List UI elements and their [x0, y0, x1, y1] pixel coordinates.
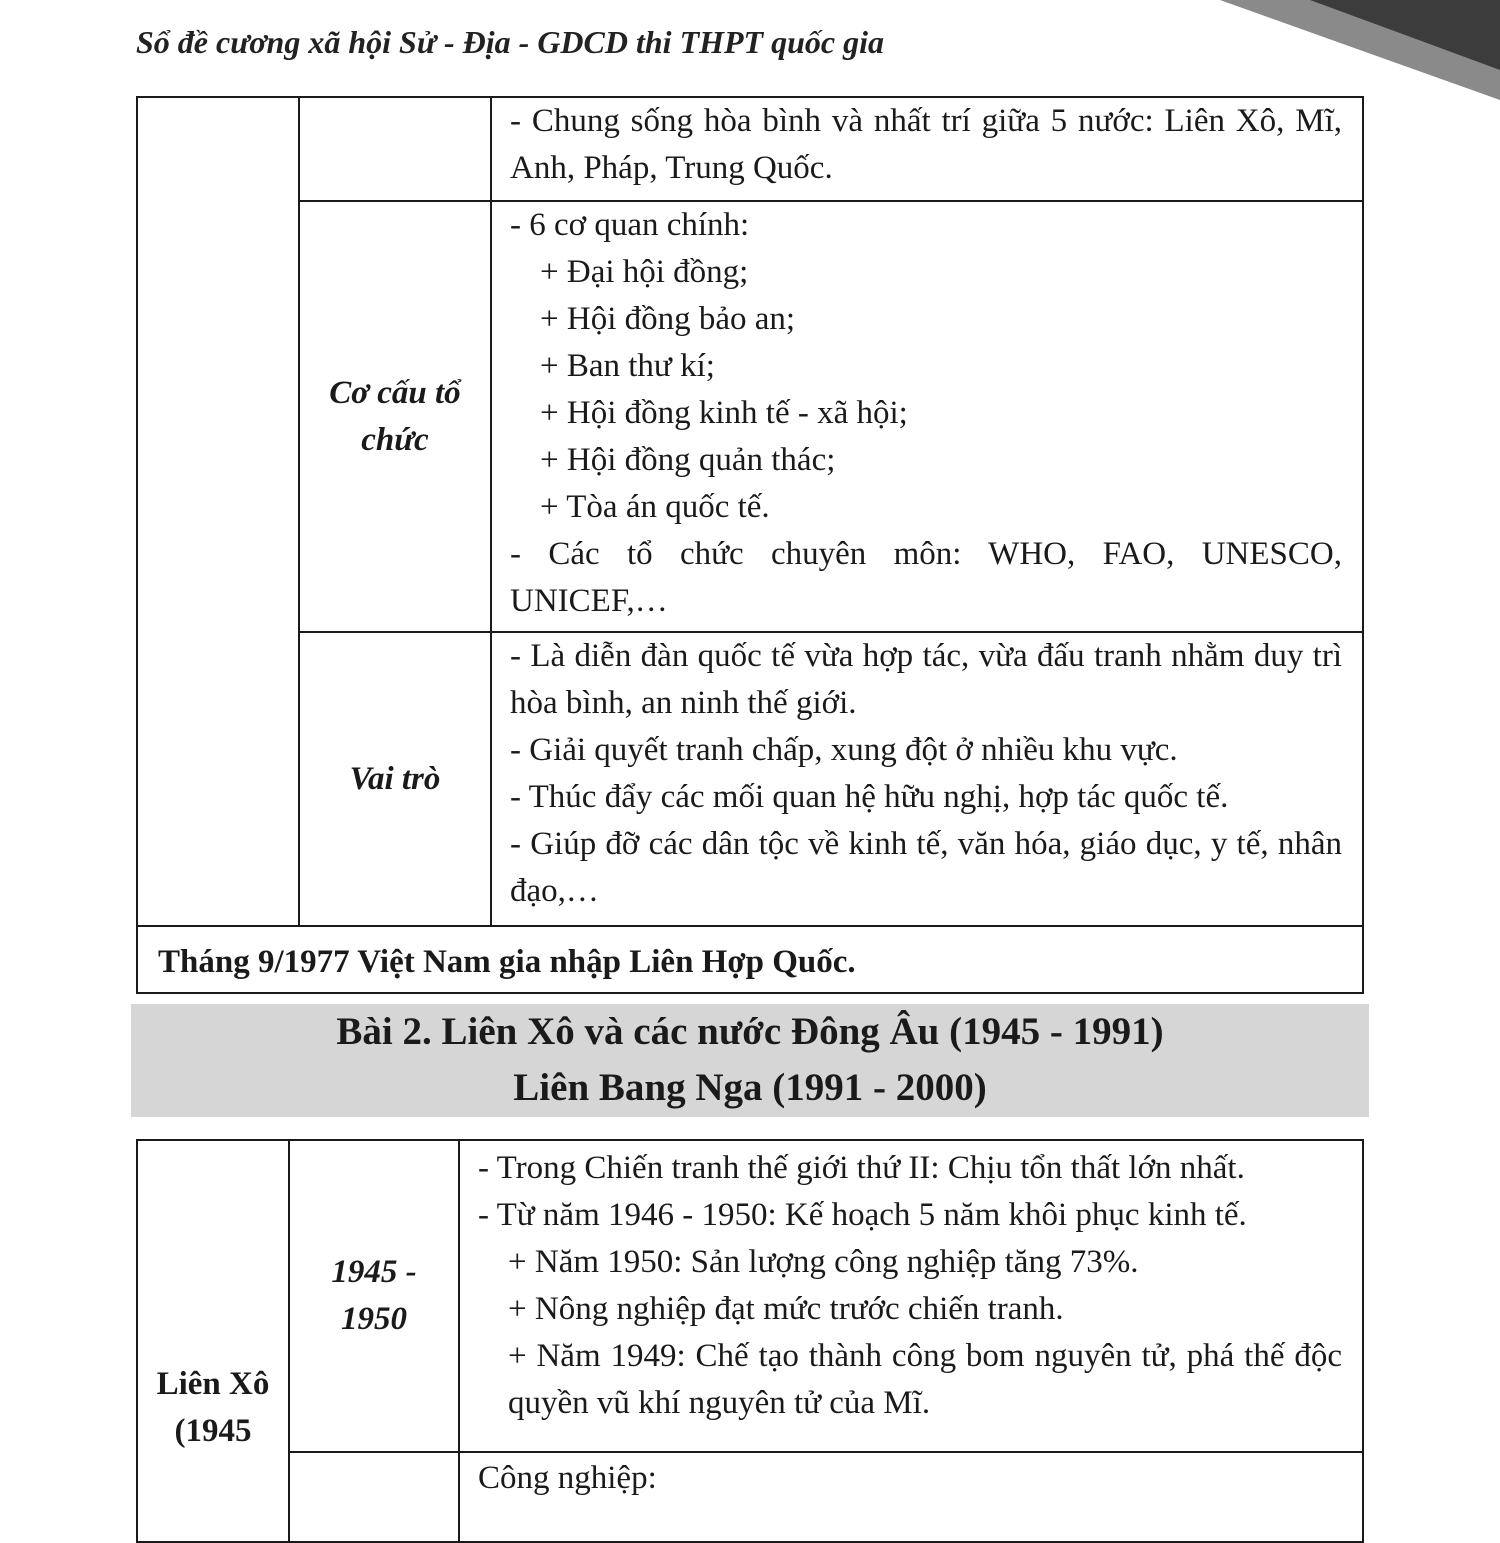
period-next-cell [459, 1452, 1363, 1542]
structure-subitem: + Ban thư kí; [540, 348, 715, 384]
structure-label: Cơ cấu tổ chức [299, 201, 491, 632]
role-line: - Giải quyết tranh chấp, xung đột ở nhiều khu vực. [510, 732, 1178, 768]
empty-left-cell [137, 97, 299, 926]
period-label-1945-1950: 1945 - 1950 [289, 1140, 459, 1452]
period-subitem: + Năm 1949: Chế tạo thành công bom nguyên tử, phá thế độc quyền vũ khí nguyên tử của Mĩ. [508, 1338, 1342, 1421]
period-1945-1950-cell [459, 1140, 1363, 1452]
role-line: - Giúp đỡ các dân tộc về kinh tế, văn hóa, giáo dục, y tế, nhân đạo,… [510, 826, 1342, 909]
principle-line: - Chung sống hòa bình và nhất trí giữa 5 nước: Liên Xô, Mĩ, Anh, Pháp, Trung Quốc. [510, 103, 1342, 186]
structure-subitem: + Tòa án quốc tế. [540, 489, 770, 525]
lesson-title-banner [131, 1004, 1369, 1117]
table-row [137, 926, 1363, 993]
period-subitem: + Năm 1950: Sản lượng công nghiệp tăng 73%. [508, 1244, 1139, 1280]
running-header: Sổ đề cương xã hội Sử - Địa - GDCD thi THPT quốc gia [136, 24, 884, 60]
vietnam-join-note: Tháng 9/1977 Việt Nam gia nhập Liên Hợp Quốc. [137, 926, 1363, 993]
table-soviet-union [136, 1139, 1364, 1543]
table-row [137, 632, 1363, 926]
role-line: - Thúc đẩy các mối quan hệ hữu nghị, hợp tác quốc tế. [510, 779, 1229, 815]
period-line: - Trong Chiến tranh thế giới thứ II: Chịu tổn thất lớn nhất. [478, 1150, 1245, 1186]
table-un-structure [136, 96, 1364, 994]
period-subitem: + Nông nghiệp đạt mức trước chiến tranh. [508, 1291, 1064, 1327]
table-row [137, 97, 1363, 201]
country-label: Liên Xô (1945 [156, 1366, 270, 1449]
table-row [137, 201, 1363, 632]
country-label-cell [137, 1140, 289, 1542]
period-label-next [289, 1452, 459, 1542]
structure-subitem: + Hội đồng bảo an; [540, 301, 796, 337]
structure-outro: - Các tổ chức chuyên môn: WHO, FAO, UNESCO, UNICEF,… [510, 536, 1342, 619]
structure-subitem: + Hội đồng kinh tế - xã hội; [540, 395, 908, 431]
structure-intro: - 6 cơ quan chính: [510, 207, 750, 243]
table-row [137, 1140, 1363, 1452]
role-line: - Là diễn đàn quốc tế vừa hợp tác, vừa đấu tranh nhằm duy trì hòa bình, an ninh thế giới. [510, 638, 1342, 721]
empty-label-cell [299, 97, 491, 201]
lesson-title-line2: Liên Bang Nga (1991 - 2000) [513, 1066, 987, 1109]
period-line: Công nghiệp: [478, 1460, 657, 1496]
structure-subitem: + Hội đồng quản thác; [540, 442, 836, 478]
lesson-title-line1: Bài 2. Liên Xô và các nước Đông Âu (1945 - 1991) [336, 1010, 1164, 1053]
principle-cell [491, 97, 1363, 201]
period-line: - Từ năm 1946 - 1950: Kế hoạch 5 năm khôi phục kinh tế. [478, 1197, 1247, 1233]
role-label: Vai trò [299, 632, 491, 926]
structure-subitem: + Đại hội đồng; [540, 254, 749, 290]
table-row [137, 1452, 1363, 1542]
structure-cell [491, 201, 1363, 632]
corner-decoration [1080, 0, 1500, 100]
role-cell [491, 632, 1363, 926]
